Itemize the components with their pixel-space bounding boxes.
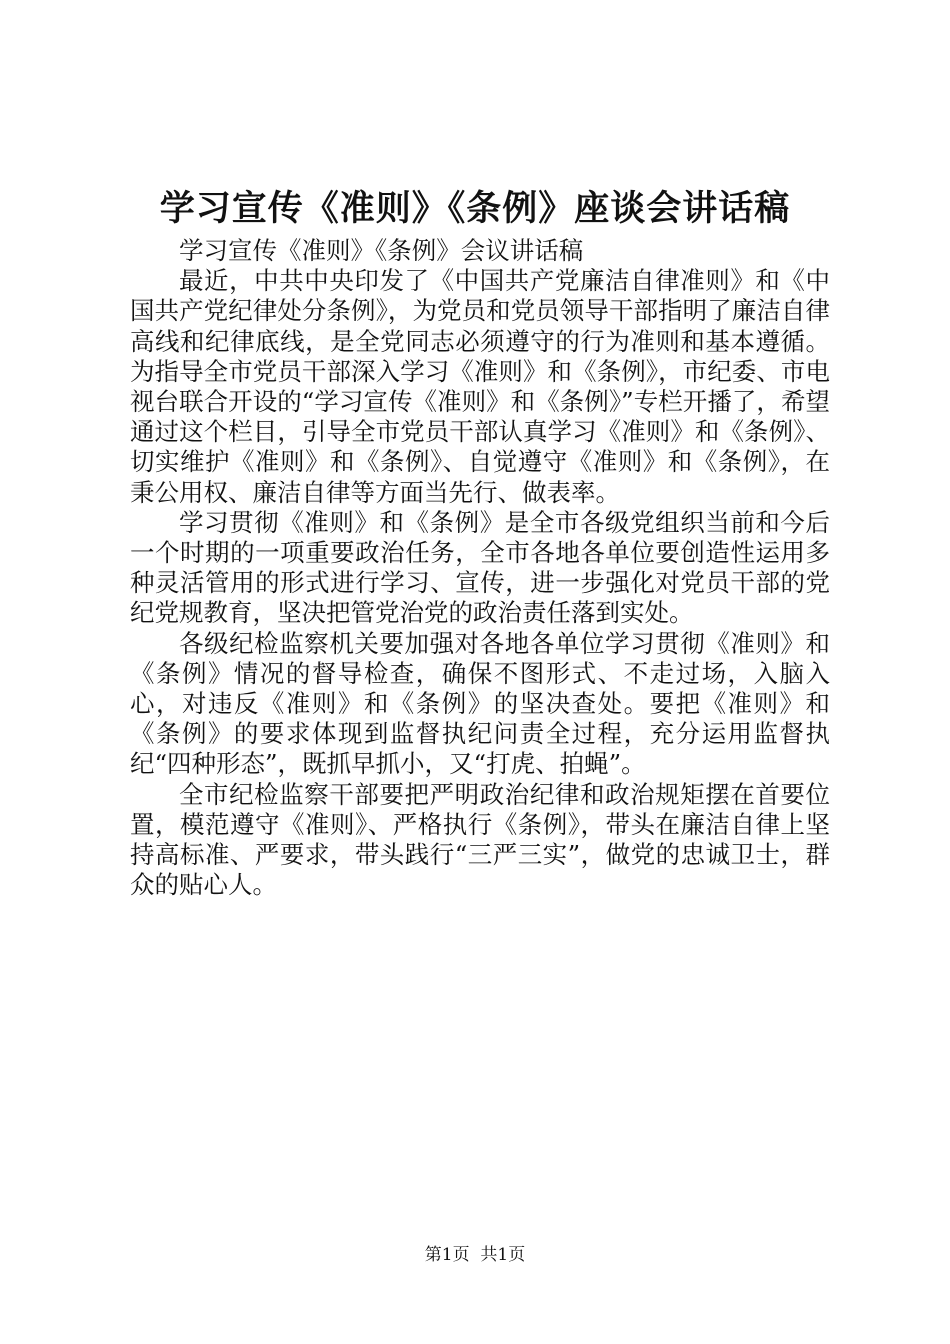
footer-separator bbox=[470, 1245, 481, 1265]
document-title: 学习宣传《准则》《条例》座谈会讲话稿 bbox=[159, 188, 791, 229]
page-footer bbox=[0, 1243, 950, 1267]
page-number: 第1页 bbox=[424, 1245, 470, 1265]
paragraph-3: 各级纪检监察机关要加强对各地各单位学习贯彻《准则》和《条例》情况的督导检查，确保不图形式、不走过场，入脑入心，对违反《准则》和《条例》的坚决查处。要把《准则》和《条例》的要求体现到监督执纪问责全过程，充分运用监督执纪“四种形态”，既抓早抓小，又“打虎、拍蝇”。 bbox=[130, 628, 830, 779]
document-body bbox=[130, 236, 830, 900]
paragraph-4: 全市纪检监察干部要把严明政治纪律和政治规矩摆在首要位置，模范遵守《准则》、严格执行《条例》，带头在廉洁自律上坚持高标准、严要求，带头践行“三严三实”，做党的忠诚卫士，群众的贴心人。 bbox=[130, 779, 830, 900]
page-total: 共1页 bbox=[480, 1245, 526, 1265]
paragraph-1: 最近，中共中央印发了《中国共产党廉洁自律准则》和《中国共产党纪律处分条例》，为党员和党员领导干部指明了廉洁自律高线和纪律底线，是全党同志必须遵守的行为准则和基本遵循。为指导全市党员干部深入学习《准则》和《条例》，市纪委、市电视台联合开设的“学习宣传《准则》和《条例》”专栏开播了，希望通过这个栏目，引导全市党员干部认真学习《准则》和《条例》、切实维护《准则》和《条例》、自觉遵守《准则》和《条例》，在秉公用权、廉洁自律等方面当先行、做表率。 bbox=[130, 266, 830, 507]
paragraph-2: 学习贯彻《准则》和《条例》是全市各级党组织当前和今后一个时期的一项重要政治任务，全市各地各单位要创造性运用多种灵活管用的形式进行学习、宣传，进一步强化对党员干部的党纪党规教育，坚决把管党治党的政治责任落到实处。 bbox=[130, 507, 830, 628]
paragraph-subtitle: 学习宣传《准则》《条例》会议讲话稿 bbox=[179, 236, 584, 265]
